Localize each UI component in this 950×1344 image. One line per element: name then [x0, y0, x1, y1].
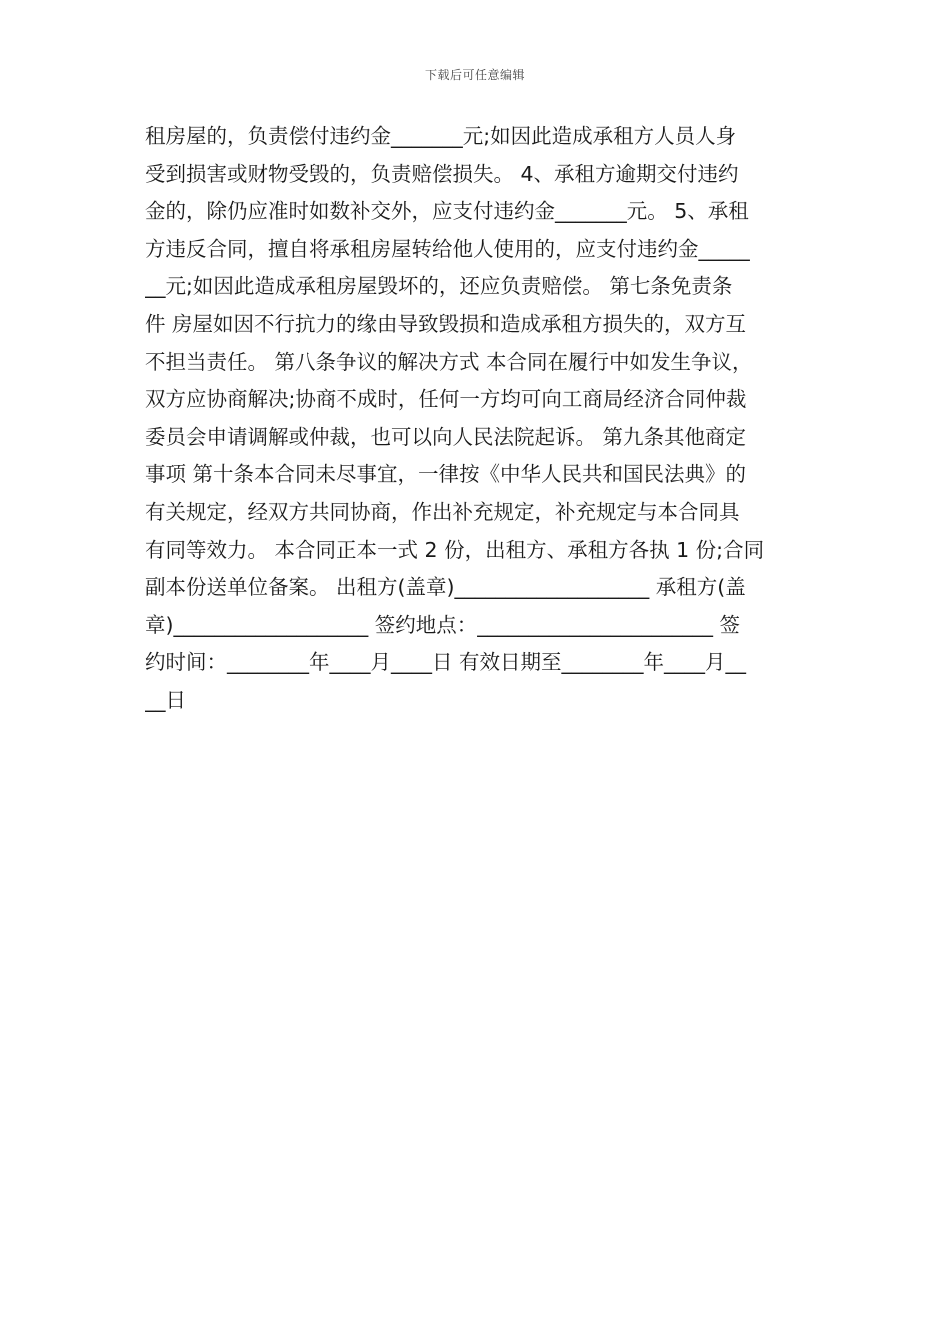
text-line: 委员会申请调解或仲裁，也可以向人民法院起诉。 第九条其他商定 [145, 424, 747, 449]
text-line: 章)___________________ 签约地点：_______________________ 签 [145, 612, 741, 637]
text-line: 件 房屋如因不行抗力的缘由导致毁损和造成承租方损失的，双方互 [145, 311, 747, 336]
text-line: 副本份送单位备案。 出租方(盖章)___________________ 承租方(盖 [145, 575, 746, 600]
text-line: 方违反合同，擅自将承租房屋转给他人使用的，应支付违约金_____ [145, 236, 750, 261]
text-line: 事项 第十条本合同未尽事宜，一律按《中华人民共和国民法典》的 [145, 462, 747, 487]
text-line: __元;如因此造成承租房屋毁坏的，还应负责赔偿。 第七条免责条 [145, 274, 733, 299]
text-line: 租房屋的，负责偿付违约金_______元;如因此造成承租方人员人身 [145, 124, 737, 148]
contract-body-text [145, 118, 810, 720]
page-header: 下载后可任意编辑 [424, 68, 525, 82]
text-line: 有关规定，经双方共同协商，作出补充规定，补充规定与本合同具 [145, 499, 740, 524]
text-line: 约时间：________年____月____日 有效日期至________年____月__ [145, 650, 747, 675]
text-line: __日 [145, 687, 186, 712]
text-line: 双方应协商解决;协商不成时，任何一方均可向工商局经济合同仲裁 [145, 387, 747, 412]
text-line: 金的，除仍应准时如数补交外，应支付违约金_______元。 5、承租 [145, 199, 749, 224]
text-line: 有同等效力。 本合同正本一式 2 份，出租方、承租方各执 1 份;合同 [145, 537, 765, 562]
text-line: 受到损害或财物受毁的，负责赔偿损失。 4、承租方逾期交付违约 [145, 161, 739, 186]
text-line: 不担当责任。 第八条争议的解决方式 本合同在履行中如发生争议， [145, 349, 753, 374]
